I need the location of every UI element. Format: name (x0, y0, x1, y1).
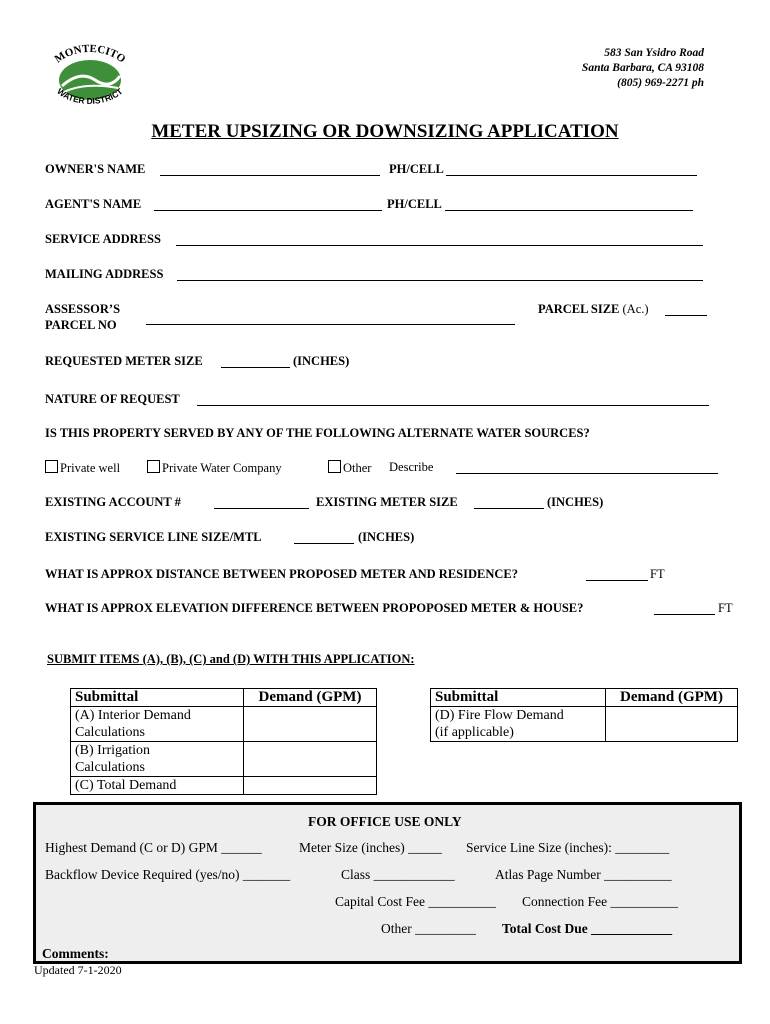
distance-question: WHAT IS APPROX DISTANCE BETWEEN PROPOSED METER AND RESIDENCE? (45, 567, 518, 581)
total-demand-value-cell[interactable] (244, 777, 377, 795)
agent-phone-field[interactable] (445, 210, 693, 211)
submittal-table-right (430, 688, 738, 742)
owner-phone-label: PH/CELL (389, 162, 444, 176)
backflow-device-field[interactable]: Backflow Device Required (yes/no) _______ (45, 867, 291, 882)
table-row: (D) Fire Flow Demand (if applicable) (431, 707, 606, 742)
existing-service-line-label: EXISTING SERVICE LINE SIZE/MTL (45, 530, 262, 544)
office-use-box (33, 802, 742, 964)
describe-label: Describe (389, 460, 434, 474)
left-table-submittal-header: Submittal (71, 689, 244, 707)
updated-date: Updated 7-1-2020 (34, 963, 122, 977)
nature-of-request-label: NATURE OF REQUEST (45, 392, 180, 406)
service-address-label: SERVICE ADDRESS (45, 232, 161, 246)
existing-service-line-field[interactable] (294, 543, 354, 544)
existing-service-line-inches-label: (INCHES) (358, 530, 415, 544)
agent-name-label: AGENT'S NAME (45, 197, 142, 211)
owner-name-field[interactable] (160, 175, 380, 176)
owner-name-label: OWNER'S NAME (45, 162, 146, 176)
class-field[interactable]: Class ____________ (341, 867, 455, 882)
office-meter-size-field[interactable]: Meter Size (inches) _____ (299, 840, 442, 855)
assessor-parcel-field[interactable] (146, 324, 515, 325)
requested-meter-size-label: REQUESTED METER SIZE (45, 354, 203, 368)
atlas-page-field[interactable]: Atlas Page Number __________ (495, 867, 672, 882)
assessor-label-line-2: PARCEL NO (45, 318, 117, 332)
left-table-demand-header: Demand (GPM) (244, 689, 377, 707)
mailing-address-field[interactable] (177, 280, 703, 281)
existing-meter-inches-label: (INCHES) (547, 495, 604, 509)
fire-flow-demand-value-cell[interactable] (606, 707, 738, 742)
requested-meter-inches-label: (INCHES) (293, 354, 350, 368)
other-source-option[interactable]: Other (328, 460, 371, 476)
highest-demand-field[interactable]: Highest Demand (C or D) GPM ______ (45, 840, 262, 855)
existing-meter-size-label: EXISTING METER SIZE (316, 495, 458, 509)
agent-phone-label: PH/CELL (387, 197, 442, 211)
distance-field[interactable] (586, 580, 648, 581)
office-other-field[interactable]: Other _________ (381, 921, 476, 936)
describe-field[interactable] (456, 473, 718, 474)
existing-account-label: EXISTING ACCOUNT # (45, 495, 181, 509)
other-source-checkbox[interactable] (328, 460, 341, 473)
submittal-table-left (70, 688, 377, 795)
submit-items-heading: SUBMIT ITEMS (A), (B), (C) and (D) WITH THIS APPLICATION: (47, 652, 415, 666)
elevation-question: WHAT IS APPROX ELEVATION DIFFERENCE BETWEEN PROPOPOSED METER & HOUSE? (45, 601, 584, 615)
right-table-demand-header: Demand (GPM) (606, 689, 738, 707)
service-address-field[interactable] (176, 245, 703, 246)
table-row: (A) Interior Demand Calculations (71, 707, 244, 742)
owner-phone-field[interactable] (446, 175, 697, 176)
parcel-size-label: PARCEL SIZE (Ac.) (538, 302, 649, 316)
alternate-sources-question: IS THIS PROPERTY SERVED BY ANY OF THE FOLLOWING ALTERNATE WATER SOURCES? (45, 426, 590, 440)
district-logo (40, 42, 140, 114)
mailing-address-label: MAILING ADDRESS (45, 267, 164, 281)
office-use-heading: FOR OFFICE USE ONLY (308, 814, 462, 829)
assessor-label-line-1: ASSESSOR’S (45, 302, 121, 316)
capital-cost-fee-field[interactable]: Capital Cost Fee __________ (335, 894, 496, 909)
elevation-field[interactable] (654, 614, 715, 615)
existing-meter-size-field[interactable] (474, 508, 544, 509)
elevation-ft-label: FT (718, 601, 733, 615)
private-water-company-checkbox[interactable] (147, 460, 160, 473)
page-title: METER UPSIZING OR DOWNSIZING APPLICATION (151, 121, 619, 142)
requested-meter-size-field[interactable] (221, 367, 290, 368)
total-cost-due-field[interactable]: Total Cost Due ____________ (502, 921, 673, 936)
table-row: (B) Irrigation Calculations (71, 742, 244, 777)
logo-top-text: MONTECITO (52, 42, 128, 66)
private-well-option[interactable]: Private well (45, 460, 120, 476)
parcel-size-field[interactable] (665, 315, 707, 316)
right-table-submittal-header: Submittal (431, 689, 606, 707)
private-well-checkbox[interactable] (45, 460, 58, 473)
connection-fee-field[interactable]: Connection Fee __________ (522, 894, 678, 909)
office-service-line-field[interactable]: Service Line Size (inches): ________ (466, 840, 670, 855)
interior-demand-value-cell[interactable] (244, 707, 377, 742)
irrigation-demand-value-cell[interactable] (244, 742, 377, 777)
address-phone: (805) 969-2271 ph (617, 77, 704, 89)
nature-of-request-field[interactable] (197, 405, 709, 406)
distance-ft-label: FT (650, 567, 665, 581)
address-line-2: Santa Barbara, CA 93108 (581, 62, 704, 74)
agent-name-field[interactable] (154, 210, 382, 211)
table-row: (C) Total Demand (71, 777, 244, 795)
address-line-1: 583 San Ysidro Road (604, 47, 704, 59)
comments-label: Comments: (42, 946, 109, 961)
logo-bottom-text: WATER DISTRICT (55, 86, 125, 106)
existing-account-field[interactable] (214, 508, 309, 509)
private-water-company-option[interactable]: Private Water Company (147, 460, 282, 476)
